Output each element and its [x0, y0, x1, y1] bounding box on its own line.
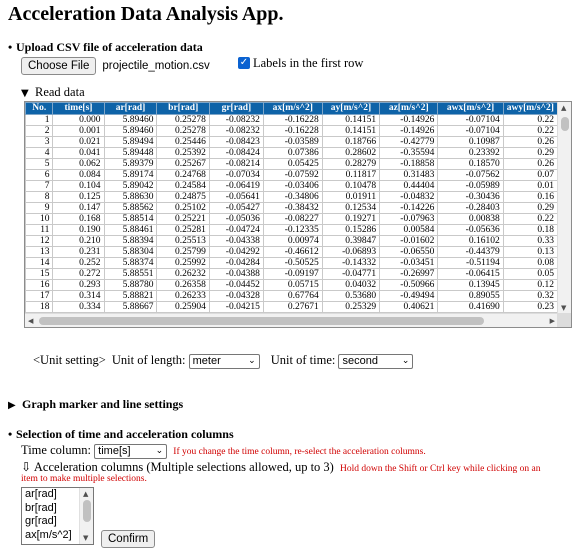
length-unit-select[interactable]	[189, 354, 260, 369]
table-cell: 0.18	[503, 225, 557, 236]
table-cell: -0.16228	[263, 115, 322, 126]
table-header-cell: No.	[26, 103, 53, 115]
table-header-row	[26, 103, 558, 115]
table-cell: 0.021	[53, 137, 104, 148]
data-table-container	[24, 101, 572, 328]
table-cell: 0.23	[503, 302, 557, 313]
table-cell: 0.231	[53, 247, 104, 258]
table-cell: -0.07104	[438, 126, 503, 137]
table-cell: -0.06419	[209, 181, 263, 192]
table-cell: -0.38432	[263, 203, 322, 214]
time-column-label: Time column:	[21, 443, 92, 457]
table-row	[26, 291, 558, 302]
table-cell: -0.08232	[209, 115, 263, 126]
table-cell: 0.001	[53, 126, 104, 137]
length-unit-label: Unit of length:	[111, 353, 186, 367]
time-unit-value: second	[342, 354, 378, 367]
table-cell: 5.88374	[104, 258, 157, 269]
table-cell: 0.22	[503, 115, 557, 126]
table-cell: 0.25267	[157, 159, 209, 170]
table-cell: 0.44404	[380, 181, 438, 192]
table-cell: -0.12335	[263, 225, 322, 236]
table-cell: 0.25799	[157, 247, 209, 258]
table-cell: 0.272	[53, 269, 104, 280]
table-cell: 0.14151	[322, 115, 379, 126]
table-cell: 0.22	[503, 126, 557, 137]
table-cell: 18	[26, 302, 53, 313]
table-header-cell: ar[rad]	[104, 103, 157, 115]
table-cell: 0.07	[503, 170, 557, 181]
table-cell: -0.14226	[380, 203, 438, 214]
table-cell: 2	[26, 126, 53, 137]
table-vertical-scroll-thumb[interactable]	[561, 117, 569, 131]
table-cell: -0.05427	[209, 203, 263, 214]
table-cell: 0.10987	[438, 137, 503, 148]
table-cell: 0.25278	[157, 115, 209, 126]
table-cell: 0.67764	[263, 291, 322, 302]
table-cell: 0.23392	[438, 148, 503, 159]
table-cell: 0.25329	[322, 302, 379, 313]
table-cell: -0.14332	[322, 258, 379, 269]
triangle-right-icon: ▶	[8, 400, 16, 411]
bullet-icon: •	[8, 40, 13, 54]
table-cell: 0.25278	[157, 126, 209, 137]
table-cell: 5.89379	[104, 159, 157, 170]
table-cell: -0.08424	[209, 148, 263, 159]
accel-columns-listbox[interactable]	[21, 487, 94, 545]
table-cell: 5	[26, 159, 53, 170]
table-cell: 0.19271	[322, 214, 379, 225]
table-cell: -0.06893	[322, 247, 379, 258]
table-cell: 0.062	[53, 159, 104, 170]
accel-column-option[interactable]: ar[rad]	[25, 488, 57, 500]
file-name: projectile_motion.csv	[102, 60, 210, 72]
read-data-label: Read data	[35, 85, 85, 99]
table-cell: 0.08	[503, 258, 557, 269]
table-cell: 0.05	[503, 269, 557, 280]
table-cell: -0.04388	[209, 269, 263, 280]
table-header-cell: br[rad]	[157, 103, 209, 115]
table-cell: -0.14926	[380, 126, 438, 137]
table-cell: 1	[26, 115, 53, 126]
labels-checkbox-label: Labels in the first row	[253, 56, 364, 70]
scroll-down-arrow-icon[interactable]: ▼	[83, 534, 89, 542]
table-horizontal-scrollbar[interactable]	[25, 313, 558, 327]
graph-settings-toggle[interactable]	[8, 397, 183, 412]
scroll-up-arrow-icon[interactable]: ▲	[561, 104, 567, 112]
accel-columns-label: ⇩ Acceleration columns (Multiple selections allowed, up to 3)	[21, 460, 334, 474]
table-cell: -0.04771	[322, 269, 379, 280]
table-cell: 0.33	[503, 236, 557, 247]
table-cell: -0.28403	[438, 203, 503, 214]
table-header-cell: ax[m/s^2]	[263, 103, 322, 115]
table-cell: -0.04284	[209, 258, 263, 269]
scroll-up-arrow-icon[interactable]: ▲	[83, 490, 89, 498]
table-cell: 5.89448	[104, 148, 157, 159]
table-cell: 0.24584	[157, 181, 209, 192]
table-cell: 0.11817	[322, 170, 379, 181]
table-row	[26, 126, 558, 137]
table-cell: 0.13	[503, 247, 557, 258]
table-cell: -0.18858	[380, 159, 438, 170]
table-cell: 0.32	[503, 291, 557, 302]
table-cell: -0.04338	[209, 236, 263, 247]
table-cell: 0.53680	[322, 291, 379, 302]
table-cell: 8	[26, 192, 53, 203]
table-header-cell: gr[rad]	[209, 103, 263, 115]
triangle-down-icon: ▼	[21, 88, 29, 99]
table-cell: 0.25221	[157, 214, 209, 225]
table-row	[26, 159, 558, 170]
listbox-scroll-thumb[interactable]	[83, 500, 91, 522]
table-row	[26, 148, 558, 159]
table-cell: 3	[26, 137, 53, 148]
scrollbar-corner	[557, 313, 571, 327]
table-cell: 6	[26, 170, 53, 181]
table-cell: 0.25392	[157, 148, 209, 159]
table-cell: -0.49494	[380, 291, 438, 302]
table-cell: 9	[26, 203, 53, 214]
table-row	[26, 214, 558, 225]
table-cell: 0.40621	[380, 302, 438, 313]
table-horizontal-scroll-thumb[interactable]	[39, 317, 484, 325]
table-cell: -0.04328	[209, 291, 263, 302]
listbox-scrollbar[interactable]	[79, 488, 93, 544]
table-cell: 0.25513	[157, 236, 209, 247]
table-cell: 5.88514	[104, 214, 157, 225]
table-header-cell: awy[m/s^2]	[503, 103, 557, 115]
table-cell: 0.000	[53, 115, 104, 126]
table-cell: 0.314	[53, 291, 104, 302]
table-cell: -0.06550	[380, 247, 438, 258]
table-cell: 4	[26, 148, 53, 159]
confirm-button[interactable]: Confirm	[101, 530, 155, 548]
table-row	[26, 247, 558, 258]
table-cell: -0.51194	[438, 258, 503, 269]
table-cell: -0.03451	[380, 258, 438, 269]
table-row	[26, 302, 558, 313]
table-cell: 0.26	[503, 159, 557, 170]
table-cell: -0.04215	[209, 302, 263, 313]
accel-columns-note: Hold down the Shift or Ctrl key while clicking on an	[339, 464, 541, 474]
table-row	[26, 269, 558, 280]
table-row	[26, 181, 558, 192]
table-cell: 5.89042	[104, 181, 157, 192]
table-cell: 0.29	[503, 203, 557, 214]
table-cell: 5.88551	[104, 269, 157, 280]
table-cell: 0.04032	[322, 280, 379, 291]
time-unit-select[interactable]	[338, 354, 413, 369]
table-cell: 0.168	[53, 214, 104, 225]
table-cell: 0.00838	[438, 214, 503, 225]
scroll-right-arrow-icon[interactable]: ▶	[549, 317, 555, 325]
table-cell: -0.14926	[380, 115, 438, 126]
table-cell: 5.88461	[104, 225, 157, 236]
time-column-note: If you change the time column, re-select the acceleration columns.	[173, 447, 426, 457]
table-cell: 5.88821	[104, 291, 157, 302]
table-cell: 0.15286	[322, 225, 379, 236]
table-cell: 0.41690	[438, 302, 503, 313]
scroll-left-arrow-icon[interactable]: ◀	[28, 317, 34, 325]
table-cell: 0.12	[503, 280, 557, 291]
table-cell: -0.07034	[209, 170, 263, 181]
table-cell: 0.14151	[322, 126, 379, 137]
table-cell: 0.24875	[157, 192, 209, 203]
app-title: Acceleration Data Analysis App.	[8, 3, 284, 25]
table-cell: 16	[26, 280, 53, 291]
upload-heading-row	[8, 40, 203, 55]
graph-settings-heading: Graph marker and line settings	[22, 397, 184, 411]
chevron-down-icon: ⌄	[401, 355, 410, 366]
table-cell: 0.104	[53, 181, 104, 192]
table-cell: 0.25992	[157, 258, 209, 269]
table-cell: 0.24768	[157, 170, 209, 181]
bullet-icon: •	[8, 427, 13, 441]
chevron-down-icon: ⌄	[155, 445, 164, 456]
table-header-cell: az[m/s^2]	[380, 103, 438, 115]
table-cell: 0.125	[53, 192, 104, 203]
table-cell: -0.05641	[209, 192, 263, 203]
scroll-down-arrow-icon[interactable]: ▼	[561, 304, 567, 312]
selection-heading-row	[8, 427, 234, 442]
chevron-down-icon: ⌄	[248, 355, 256, 366]
table-cell: 5.88304	[104, 247, 157, 258]
table-cell: -0.07104	[438, 115, 503, 126]
table-cell: -0.09197	[263, 269, 322, 280]
table-cell: 5.88562	[104, 203, 157, 214]
table-cell: -0.05636	[438, 225, 503, 236]
table-cell: 0.084	[53, 170, 104, 181]
table-cell: 14	[26, 258, 53, 269]
table-cell: 0.01	[503, 181, 557, 192]
table-cell: -0.30436	[438, 192, 503, 203]
table-row	[26, 170, 558, 181]
table-cell: 0.25102	[157, 203, 209, 214]
upload-heading: Upload CSV file of acceleration data	[16, 40, 203, 54]
table-row	[26, 225, 558, 236]
table-cell: 0.05425	[263, 159, 322, 170]
table-cell: -0.34806	[263, 192, 322, 203]
table-cell: 0.00974	[263, 236, 322, 247]
table-cell: 0.25281	[157, 225, 209, 236]
table-cell: 5.89460	[104, 115, 157, 126]
choose-file-button[interactable]: Choose File	[21, 57, 96, 75]
table-cell: 0.334	[53, 302, 104, 313]
table-cell: -0.03589	[263, 137, 322, 148]
table-cell: -0.42779	[380, 137, 438, 148]
table-cell: 17	[26, 291, 53, 302]
table-cell: 0.293	[53, 280, 104, 291]
table-cell: -0.07963	[380, 214, 438, 225]
table-cell: 0.89055	[438, 291, 503, 302]
table-cell: 0.26	[503, 137, 557, 148]
table-cell: 5.89460	[104, 126, 157, 137]
table-cell: 0.26358	[157, 280, 209, 291]
table-row	[26, 236, 558, 247]
table-cell: 7	[26, 181, 53, 192]
table-body	[26, 115, 558, 313]
time-column-row	[21, 443, 426, 459]
data-table-viewport	[25, 102, 558, 314]
table-cell: 0.39847	[322, 236, 379, 247]
accel-column-option[interactable]: gr[rad]	[25, 515, 57, 527]
table-cell: -0.16228	[263, 126, 322, 137]
table-cell: 5.88630	[104, 192, 157, 203]
table-cell: 0.31483	[380, 170, 438, 181]
table-cell: 0.26233	[157, 291, 209, 302]
time-column-select[interactable]	[94, 444, 167, 459]
table-cell: 0.07386	[263, 148, 322, 159]
read-data-toggle[interactable]	[21, 85, 85, 100]
table-cell: 5.89494	[104, 137, 157, 148]
table-cell: -0.05989	[438, 181, 503, 192]
table-cell: -0.05036	[209, 214, 263, 225]
table-cell: -0.35594	[380, 148, 438, 159]
table-cell: -0.08232	[209, 126, 263, 137]
table-cell: -0.26997	[380, 269, 438, 280]
table-cell: -0.04832	[380, 192, 438, 203]
table-cell: 0.18766	[322, 137, 379, 148]
table-row	[26, 280, 558, 291]
table-row	[26, 258, 558, 269]
table-header-cell: time[s]	[53, 103, 104, 115]
table-vertical-scrollbar[interactable]	[557, 102, 571, 314]
table-cell: 0.26232	[157, 269, 209, 280]
table-cell: 5.88394	[104, 236, 157, 247]
table-cell: -0.04452	[209, 280, 263, 291]
table-cell: 5.88780	[104, 280, 157, 291]
table-cell: -0.04292	[209, 247, 263, 258]
table-cell: 11	[26, 225, 53, 236]
table-cell: -0.07592	[263, 170, 322, 181]
table-cell: 0.29	[503, 148, 557, 159]
table-cell: -0.08214	[209, 159, 263, 170]
table-header-cell: awx[m/s^2]	[438, 103, 503, 115]
table-cell: -0.50966	[380, 280, 438, 291]
table-cell: -0.50525	[263, 258, 322, 269]
table-cell: 5.88667	[104, 302, 157, 313]
table-cell: -0.07562	[438, 170, 503, 181]
table-cell: 0.210	[53, 236, 104, 247]
labels-checkbox[interactable]: ✓	[239, 57, 249, 68]
table-cell: 0.18570	[438, 159, 503, 170]
file-row	[21, 56, 210, 75]
table-cell: -0.01602	[380, 236, 438, 247]
table-cell: 0.147	[53, 203, 104, 214]
table-cell: 0.22	[503, 214, 557, 225]
unit-setting-label: <Unit setting>	[33, 353, 106, 367]
table-cell: 5.89174	[104, 170, 157, 181]
table-header-cell: ay[m/s^2]	[322, 103, 379, 115]
table-cell: -0.44379	[438, 247, 503, 258]
table-cell: 0.252	[53, 258, 104, 269]
table-row	[26, 137, 558, 148]
time-column-value: time[s]	[98, 444, 131, 457]
table-cell: 0.28279	[322, 159, 379, 170]
table-cell: 0.05715	[263, 280, 322, 291]
table-row	[26, 203, 558, 214]
table-cell: 15	[26, 269, 53, 280]
table-cell: -0.46612	[263, 247, 322, 258]
table-row	[26, 192, 558, 203]
table-cell: 0.10478	[322, 181, 379, 192]
table-row	[26, 115, 558, 126]
table-cell: -0.04724	[209, 225, 263, 236]
unit-setting-row	[33, 353, 413, 369]
selection-heading: Selection of time and acceleration columns	[16, 427, 234, 441]
accel-column-option[interactable]: ax[m/s^2]	[25, 528, 72, 541]
table-cell: 12	[26, 236, 53, 247]
table-cell: 0.25446	[157, 137, 209, 148]
table-cell: -0.08227	[263, 214, 322, 225]
table-cell: -0.03406	[263, 181, 322, 192]
table-cell: 0.041	[53, 148, 104, 159]
table-cell: -0.06415	[438, 269, 503, 280]
table-cell: 0.25904	[157, 302, 209, 313]
table-cell: 0.16	[503, 192, 557, 203]
table-cell: 10	[26, 214, 53, 225]
table-cell: 0.16102	[438, 236, 503, 247]
table-cell: 0.28602	[322, 148, 379, 159]
time-unit-label: Unit of time:	[270, 353, 336, 367]
table-cell: 0.12534	[322, 203, 379, 214]
table-cell: 0.13945	[438, 280, 503, 291]
table-cell: 13	[26, 247, 53, 258]
table-cell: 0.00584	[380, 225, 438, 236]
table-cell: -0.08423	[209, 137, 263, 148]
accel-columns-row	[21, 459, 541, 475]
data-table	[25, 102, 558, 313]
accel-column-option[interactable]: br[rad]	[25, 501, 57, 514]
table-cell: 0.27671	[263, 302, 322, 313]
table-cell: 0.190	[53, 225, 104, 236]
length-unit-value: meter	[192, 354, 221, 367]
accel-columns-note-continued: item to make multiple selections.	[21, 474, 147, 484]
table-cell: 0.01911	[322, 192, 379, 203]
